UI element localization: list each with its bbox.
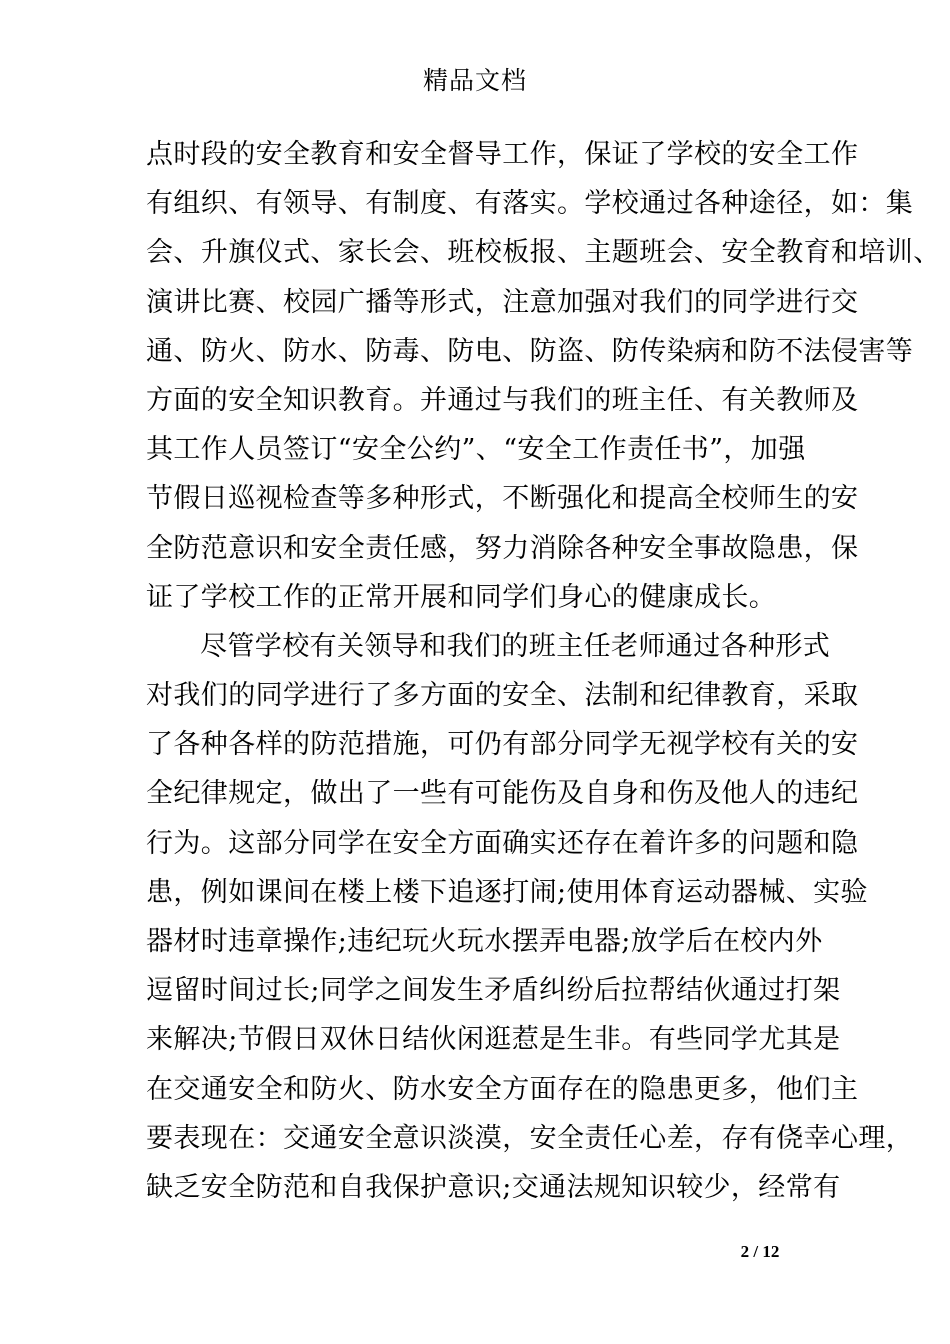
text-line: 点时段的安全教育和安全督导工作，保证了学校的安全工作 [146, 139, 859, 170]
text-line: 来解决;节假日双休日结伙闲逛惹是生非。有些同学尤其是 [146, 1024, 841, 1056]
text-line: 全防范意识和安全责任感，努力消除各种安全事故隐患，保 [146, 532, 859, 564]
page-number: 2 / 12 [740, 1242, 780, 1261]
text-line: 对我们的同学进行了多方面的安全、法制和纪律教育，采取 [146, 680, 859, 712]
text-line: 会、升旗仪式、家长会、班校板报、主题班会、安全教育和培训、 [146, 237, 941, 269]
text-line: 缺乏安全防范和自我保护意识;交通法规知识较少，经常有 [146, 1171, 841, 1203]
text-line: 通、防火、防水、防毒、防电、防盗、防传染病和防不法侵害等 [146, 335, 914, 367]
text-line: 行为。这部分同学在安全方面确实还存在着许多的问题和隐 [146, 827, 859, 859]
paragraph-first-line: 尽管学校有关领导和我们的班主任老师通过各种形式 [200, 630, 831, 662]
text-line: 证了学校工作的正常开展和同学们身心的健康成长。 [146, 581, 777, 613]
document-body [146, 130, 941, 1212]
text-line: 逗留时间过长;同学之间发生矛盾纠纷后拉帮结伙通过打架 [146, 975, 841, 1007]
page-header-title: 精品文档 [422, 66, 527, 95]
text-line: 要表现在：交通安全意识淡漠，安全责任心差，存有侥幸心理， [146, 1122, 914, 1154]
text-line: 演讲比赛、校园广播等形式，注意加强对我们的同学进行交 [146, 286, 859, 318]
text-line: 器材时违章操作;违纪玩火玩水摆弄电器;放学后在校内外 [146, 926, 823, 957]
text-line: 节假日巡视检查等多种形式，不断强化和提高全校师生的安 [146, 483, 859, 515]
text-line: 有组织、有领导、有制度、有落实。学校通过各种途径，如：集 [146, 188, 914, 220]
text-line: 在交通安全和防火、防水安全方面存在的隐患更多，他们主 [146, 1073, 859, 1105]
text-line: 了各种各样的防范措施，可仍有部分同学无视学校有关的安 [146, 729, 859, 761]
text-line: 方面的安全知识教育。并通过与我们的班主任、有关教师及 [146, 384, 859, 416]
text-line: 患，例如课间在楼上楼下追逐打闹;使用体育运动器械、实验 [146, 876, 868, 908]
text-line: 其工作人员签订“安全公约”、“安全工作责任书”，加强 [146, 434, 806, 466]
text-line: 全纪律规定，做出了一些有可能伤及自身和伤及他人的违纪 [146, 778, 859, 810]
